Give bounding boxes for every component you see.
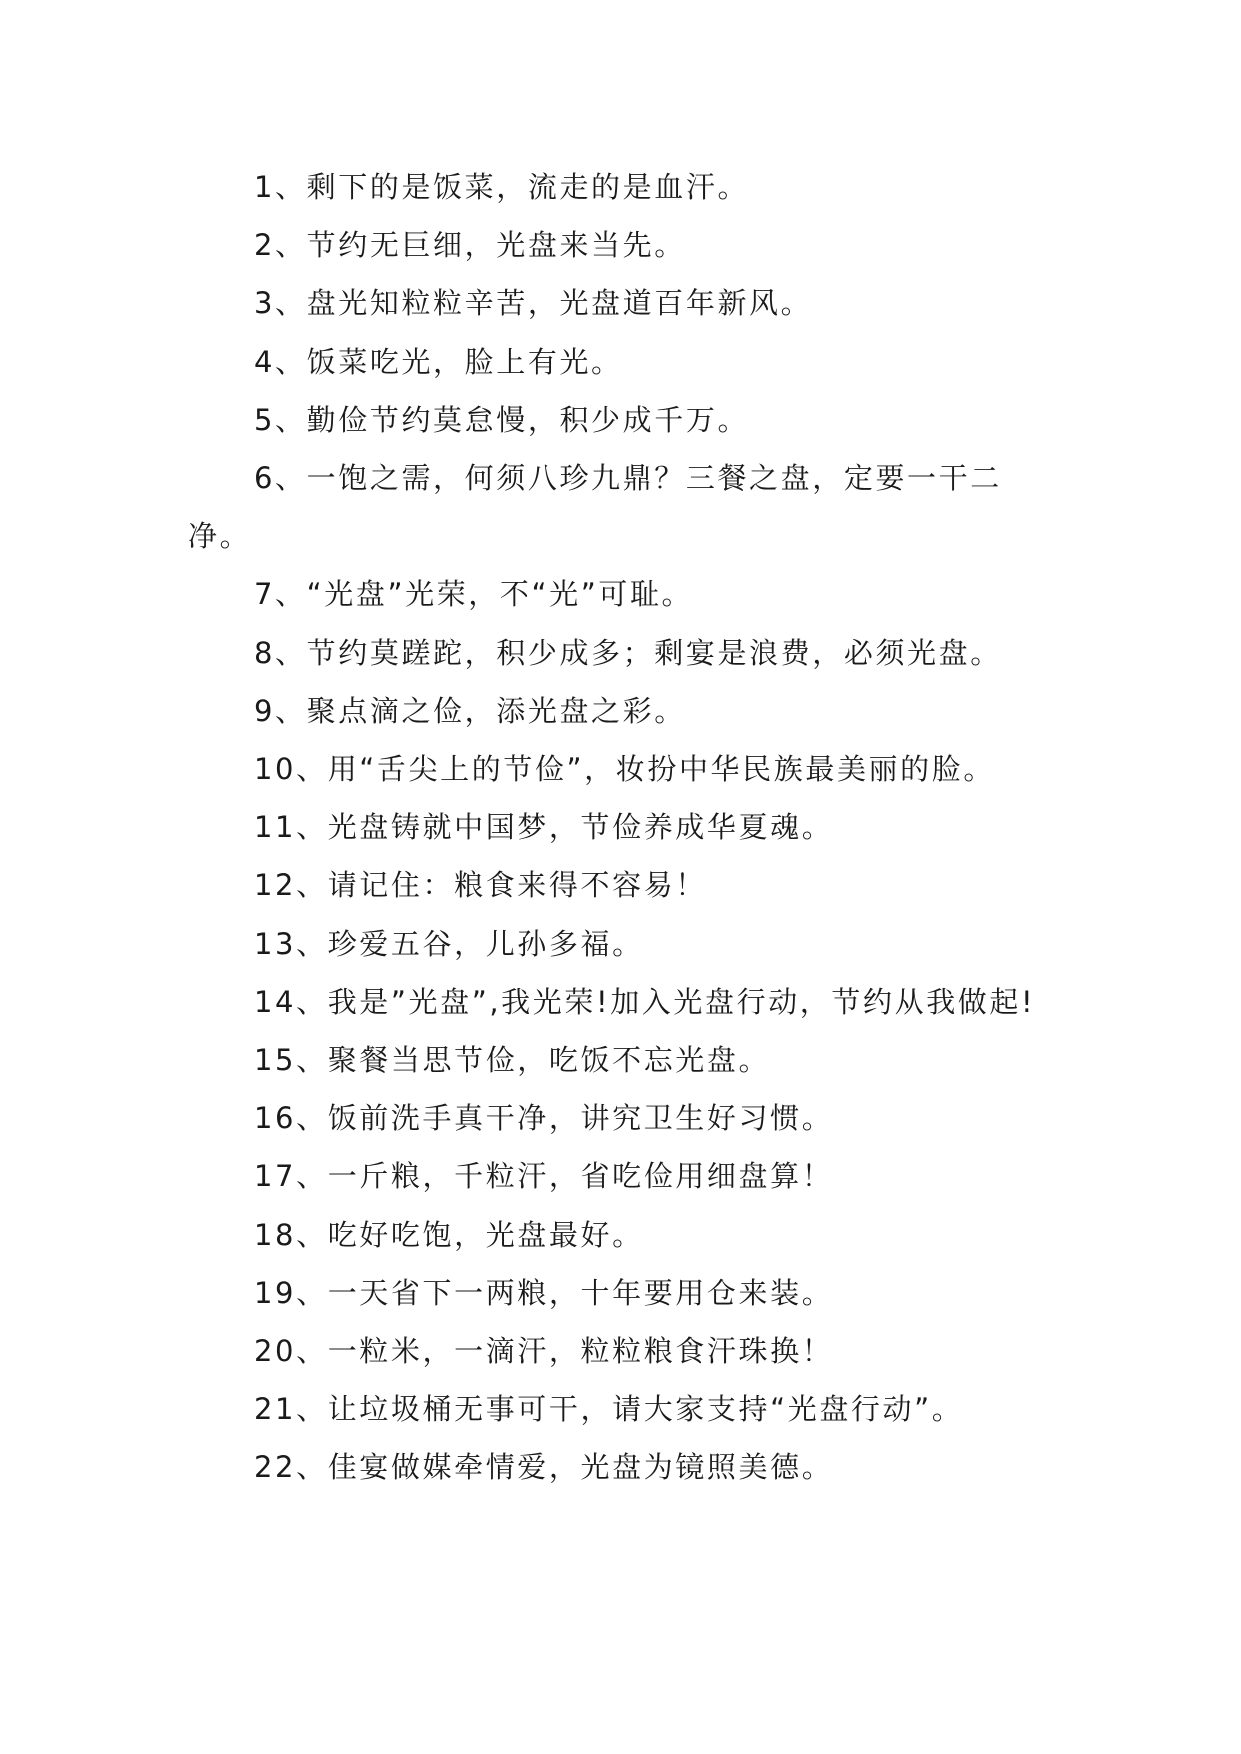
list-item: 22、佳宴做媒牵情爱，光盘为镜照美德。 [254,1450,834,1485]
list-item: 19、一天省下一两粮，十年要用仓来装。 [254,1275,834,1310]
list-item: 6、一饱之需，何须八珍九鼎？三餐之盘，定要一干二净。 [188,461,1002,554]
slogan-list [188,158,1058,1497]
list-item: 9、聚点滴之俭，添光盘之彩。 [254,693,686,728]
list-item: 13、珍爱五谷，儿孙多福。 [254,926,644,961]
list-item: 17、一斤粮，千粒汗，省吃俭用细盘算！ [254,1159,834,1194]
list-item: 7、“光盘”光荣，不“光”可耻。 [254,577,694,612]
list-item: 5、勤俭节约莫怠慢，积少成千万。 [254,402,750,437]
list-item: 20、一粒米，一滴汗，粒粒粮食汗珠换！ [254,1334,834,1369]
list-item: 1、剩下的是饭菜，流走的是血汗。 [254,170,750,204]
list-item: 8、节约莫蹉跎，积少成多；剩宴是浪费，必须光盘。 [254,635,1002,670]
list-item: 14、我是”光盘”,我光荣!加入光盘行动，节约从我做起! [254,984,1036,1019]
list-item: 2、节约无巨细，光盘来当先。 [254,228,686,263]
list-item: 18、吃好吃饱，光盘最好。 [254,1217,644,1252]
list-item: 11、光盘铸就中国梦，节俭养成华夏魂。 [254,810,834,845]
list-item: 12、请记住：粮食来得不容易！ [254,868,707,903]
list-item: 21、让垃圾桶无事可干，请大家支持“光盘行动”。 [254,1392,964,1427]
list-item: 10、用“舌尖上的节俭”，妆扮中华民族最美丽的脸。 [254,752,995,787]
list-item: 15、聚餐当思节俭，吃饭不忘光盘。 [254,1043,771,1078]
list-item: 16、饭前洗手真干净，讲究卫生好习惯。 [254,1101,834,1136]
list-item: 4、饭菜吃光，脸上有光。 [254,344,623,379]
list-item: 3、盘光知粒粒辛苦，光盘道百年新风。 [254,286,813,321]
